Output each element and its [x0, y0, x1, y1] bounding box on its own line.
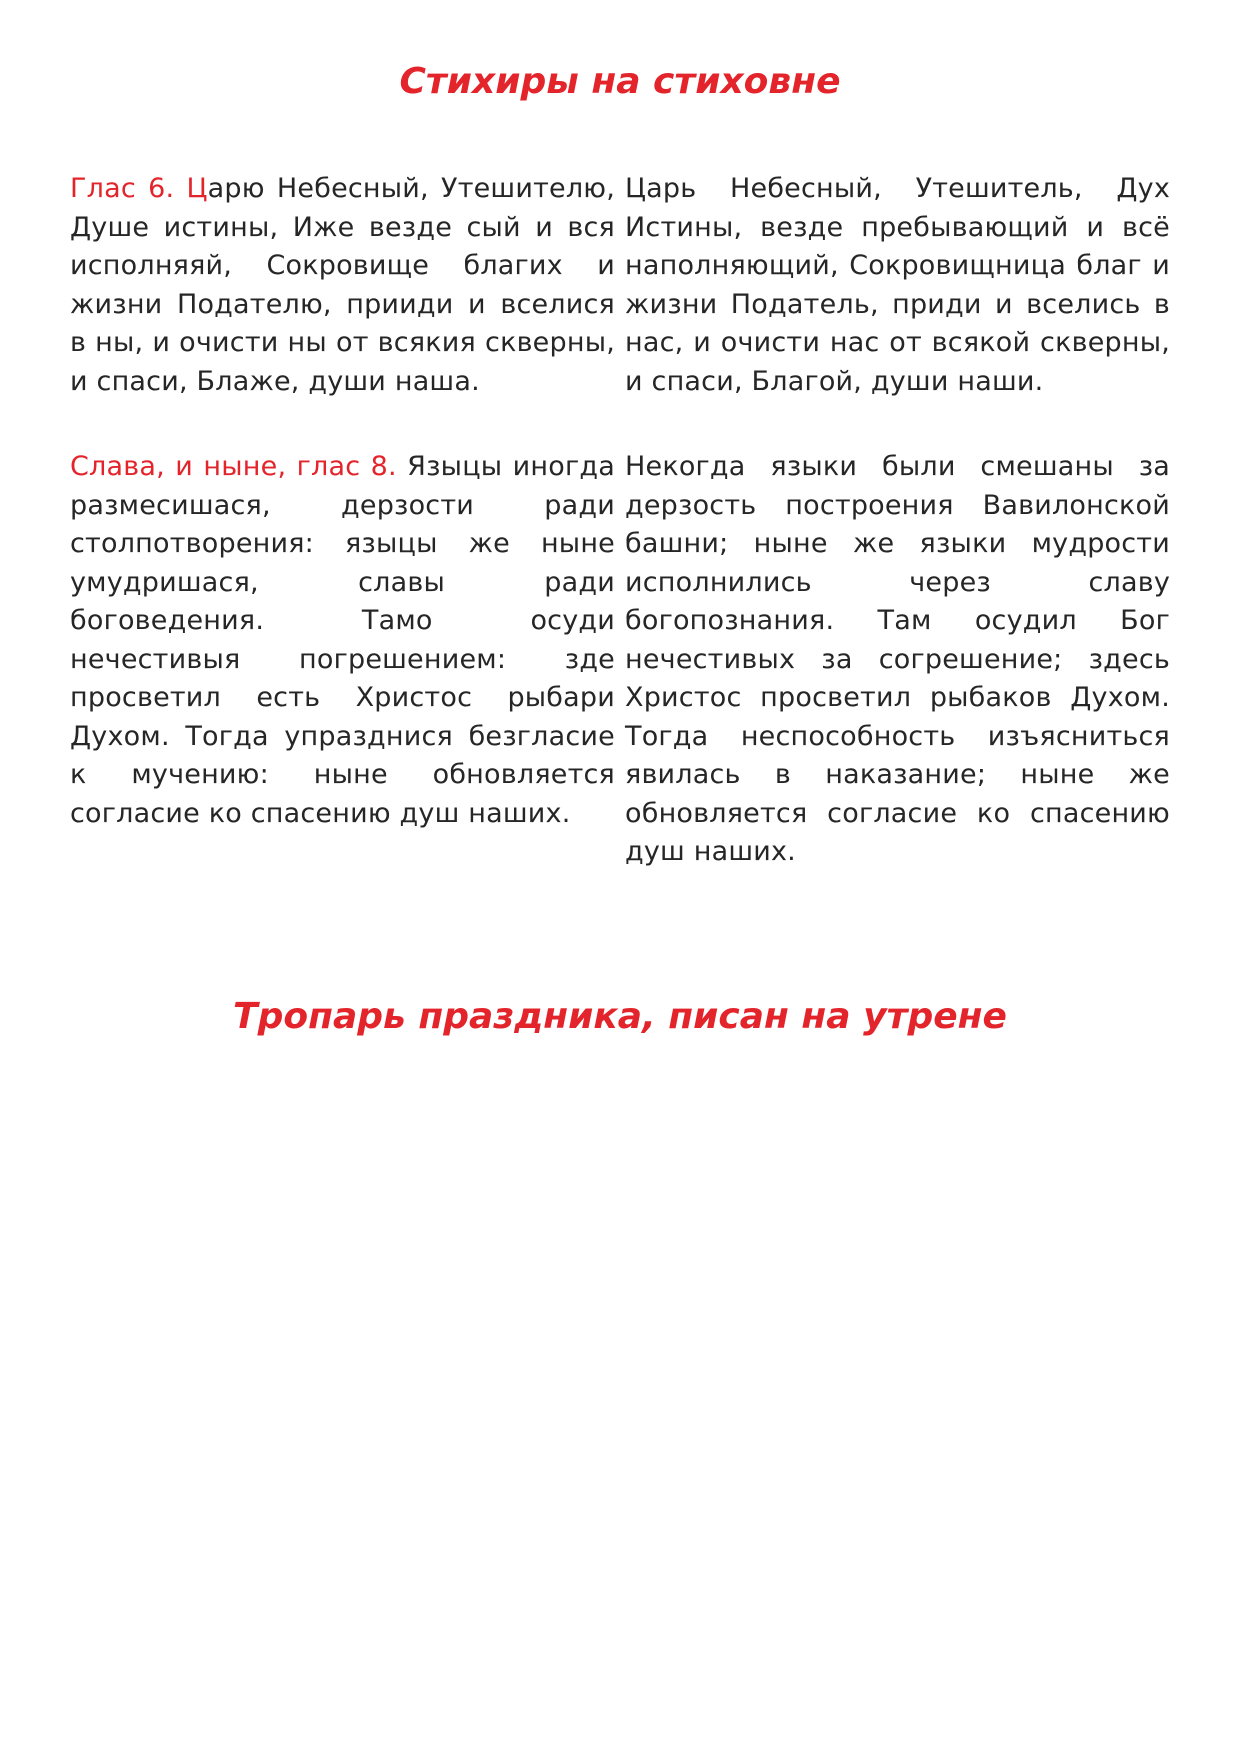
- sticheron-1-russian: [625, 170, 1170, 401]
- sticheron-2: [70, 448, 1170, 872]
- sticheron-2-russian: [625, 448, 1170, 872]
- sticheron-1: [70, 170, 1170, 401]
- sticheron-1-russian-text: Царь Небесный, Утешитель, Дух Истины, везде пребывающий и всё наполняющий, Сокровищница благ и жизни Податель, приди и вселись в нас, и очисти нас от всякой скверны, и спаси, Благой, души наши.: [625, 173, 1170, 397]
- sticheron-2-slavonic-text: Языцы иногда размесишася, дерзости ради столпотворения: языцы же ныне умудришася, славы ради боговедения. Тамо осуди нечестивыя погрешением: зде просветил есть Христос рыбари Духом. Тогда упразднися безгласие к мучению: ныне обновляется согласие ко спасению душ наших.: [70, 451, 615, 829]
- section-title-stichera: Стихиры на стиховне: [399, 61, 841, 102]
- sticheron-1-slavonic: [70, 170, 615, 401]
- sticheron-1-tone-label: Глас 6. Ц: [70, 173, 208, 204]
- section-title-troparion: Тропарь праздника, писан на утрене: [233, 996, 1007, 1037]
- sticheron-2-russian-text: Некогда языки были смешаны за дерзость построения Вавилонской башни; ныне же языки мудрости исполнились через славу богопознания. Там осудил Бог нечестивых за согрешение; здесь Христос просветил рыбаков Духом. Тогда неспособность изъясниться явилась в наказание; ныне же обновляется согласие ко спасению душ наших.: [625, 451, 1170, 867]
- sticheron-2-tone-label: Слава, и ныне, глас 8.: [70, 451, 397, 482]
- sticheron-2-slavonic: [70, 448, 615, 872]
- sticheron-1-slavonic-text: арю Небесный, Утешителю, Душе истины, Иже везде сый и вся исполняяй, Сокровище благих и жизни Подателю, прииди и вселися в ны, и очисти ны от всякия скверны, и спаси, Блаже, души наша.: [70, 173, 615, 397]
